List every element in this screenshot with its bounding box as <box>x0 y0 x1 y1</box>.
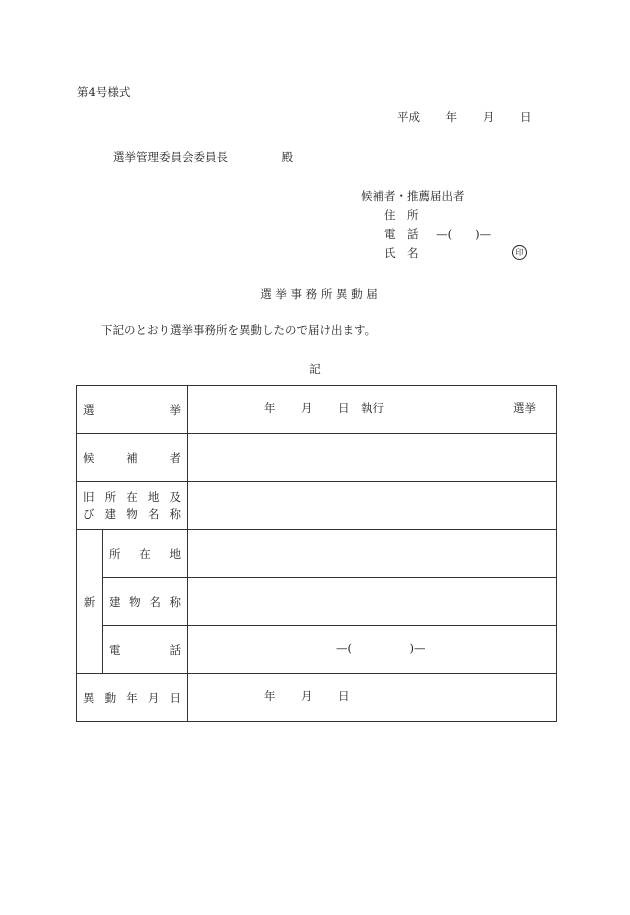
label-new-building <box>103 578 188 626</box>
date-day-label: 日 <box>519 110 532 124</box>
applicant-phone-format: —( )— <box>436 227 492 241</box>
label-char: 名 <box>149 594 161 609</box>
label-char: 異 <box>83 690 95 705</box>
label-char: 地 <box>169 546 181 561</box>
value-new-phone[interactable] <box>188 626 557 674</box>
notification-table <box>76 385 557 722</box>
label-char: 建 <box>109 594 121 609</box>
label-char: 在 <box>126 489 138 504</box>
date-line <box>397 112 531 124</box>
label-char: 物 <box>126 506 138 521</box>
applicant-name-label: 氏 名 <box>384 246 419 260</box>
label-char: 話 <box>169 642 181 657</box>
change-day-label: 日 <box>338 689 350 703</box>
value-new-location[interactable] <box>188 530 557 578</box>
label-char: 及 <box>169 489 181 504</box>
label-char: 月 <box>147 690 160 705</box>
label-char: 在 <box>139 546 151 561</box>
label-char: 選 <box>83 402 95 417</box>
date-month-label: 月 <box>482 110 495 124</box>
label-char: 挙 <box>169 402 181 417</box>
value-election[interactable] <box>188 386 557 434</box>
label-char: 旧 <box>83 489 95 504</box>
label-char: 年 <box>126 690 138 705</box>
change-month-label: 月 <box>301 689 313 703</box>
label-candidate <box>77 434 188 482</box>
seal-mark <box>512 245 527 260</box>
label-char: 電 <box>109 642 121 657</box>
addressee <box>113 152 293 164</box>
election-year-label: 年 <box>264 401 276 415</box>
applicant-role: 候補者・推薦届出者 <box>361 189 465 203</box>
label-char: 動 <box>104 690 117 705</box>
row-change-date <box>77 674 557 722</box>
applicant-address-label: 住 所 <box>384 208 419 222</box>
label-char: 所 <box>104 489 117 504</box>
seal-stamp-icon: 印 <box>512 245 527 260</box>
date-year-label: 年 <box>445 110 458 124</box>
label-char: 日 <box>169 690 181 705</box>
label-char: 建 <box>104 506 117 521</box>
row-new-building <box>77 578 557 626</box>
label-new-phone <box>103 626 188 674</box>
election-month-label: 月 <box>301 401 313 415</box>
new-phone-format: —( )— <box>336 641 426 655</box>
label-char: 補 <box>126 450 138 465</box>
label-old-location <box>77 482 188 530</box>
label-election <box>77 386 188 434</box>
ki-label: 記 <box>309 362 321 376</box>
label-char: 名 <box>147 506 160 521</box>
label-char: 物 <box>129 594 141 609</box>
addressee-title: 選挙管理委員会委員長 <box>113 150 228 164</box>
intro-text: 下記のとおり選挙事務所を異動したので届け出ます。 <box>101 323 377 337</box>
label-new-location <box>103 530 188 578</box>
row-election <box>77 386 557 434</box>
date-era: 平成 <box>397 110 420 124</box>
form-number: 第4号様式 <box>77 85 131 99</box>
label-char: 地 <box>147 489 160 504</box>
value-old-location[interactable] <box>188 482 557 530</box>
value-candidate[interactable] <box>188 434 557 482</box>
label-new-group: 新 <box>77 530 103 674</box>
election-executed-label: 執行 <box>361 401 384 415</box>
row-new-location <box>77 530 557 578</box>
label-char: 所 <box>109 546 121 561</box>
row-candidate <box>77 434 557 482</box>
label-char: 候 <box>83 450 95 465</box>
label-change-date <box>77 674 188 722</box>
applicant-phone <box>384 229 491 241</box>
row-new-phone <box>77 626 557 674</box>
value-new-building[interactable] <box>188 578 557 626</box>
applicant-phone-label: 電 話 <box>384 227 419 241</box>
change-year-label: 年 <box>264 689 276 703</box>
label-char: 称 <box>169 506 181 521</box>
row-old-location <box>77 482 557 530</box>
label-char: 者 <box>169 450 181 465</box>
document-title: 選 挙 事 務 所 異 動 届 <box>260 287 378 301</box>
value-change-date[interactable] <box>188 674 557 722</box>
addressee-honorific: 殿 <box>281 150 294 164</box>
label-char: 称 <box>169 594 181 609</box>
election-suffix: 選挙 <box>513 401 536 415</box>
election-day-label: 日 <box>338 401 350 415</box>
label-char: び <box>83 506 95 521</box>
